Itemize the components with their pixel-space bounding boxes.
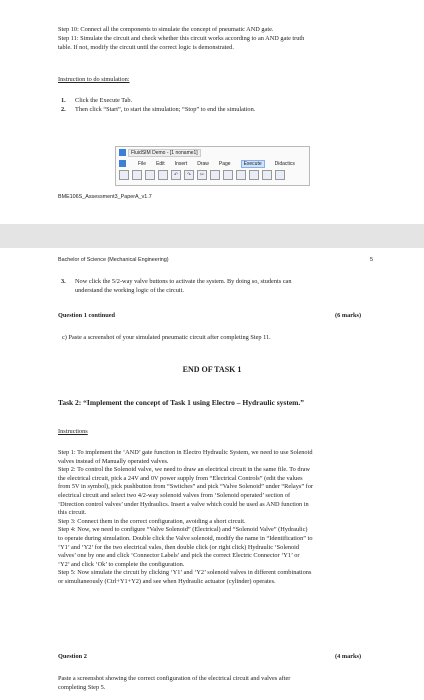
step-line: from 5V in symbol), pick pushbutton from “Switches” and pick “Valve Solenoid” under “Relays” for (58, 483, 314, 491)
step-10-text: Step 10: Connect all the components to simulate the concept of pneumatic AND gate. (58, 26, 274, 33)
question-2-title: Question 2 (58, 653, 87, 660)
item-1-text: Click the Execute Tab. (75, 97, 133, 104)
question-2-text-line2: completing Step 5. (58, 684, 106, 691)
menu-draw: Draw (197, 160, 209, 167)
menu-page: Page (218, 160, 231, 167)
screenshot-toolbar (116, 169, 309, 181)
item-2-number: 2. (61, 106, 66, 113)
menu-insert: Insert (174, 160, 188, 167)
item-1-number: 1. (61, 97, 66, 104)
new-file-icon (119, 170, 129, 180)
fluidsim-logo-icon (119, 149, 126, 156)
document-page-1 (0, 0, 424, 224)
step-line: Step 3: Connect them in the correct configuration, avoiding a short circuit. (58, 517, 246, 525)
document-page-2 (0, 248, 424, 700)
open-folder-icon (132, 170, 142, 180)
question-1-title: Question 1 continued (58, 312, 116, 319)
page-number: 5 (370, 257, 373, 263)
item-2-text: Then click “Start”, to start the simulation; “Stop” to end the simulation. (75, 106, 256, 113)
end-of-task-heading: END OF TASK 1 (182, 365, 242, 374)
cut-icon: ✂ (197, 170, 207, 180)
instruction-heading: Instruction to do simulation: (58, 76, 130, 83)
item-3-text-line2: understand the working logic of the circuit. (75, 287, 184, 294)
step-line: electrical circuit and select two 4/2-way solenoid valves from ‘Solenoid operated’ section of (58, 491, 291, 499)
zoom-icon (236, 170, 246, 180)
item-3-text-line1: Now click the 5/2-way valve buttons to activate the system. By doing so, students can (75, 278, 292, 285)
step-line: ‘Y1’ and ‘Y2’ for the two electrical vales, then double click (or right click) Hydraulic ‘Solenoid (58, 543, 300, 551)
menu-didactics: Didactics (274, 160, 295, 167)
table-icon (275, 170, 285, 180)
menu-edit: Edit (156, 160, 165, 167)
menu-execute: Execute (241, 160, 265, 168)
redo-icon: ↷ (184, 170, 194, 180)
check-icon (262, 170, 272, 180)
step-line: ‘Y2’ and click ‘Ok’ to complete the configuration. (58, 560, 185, 568)
task-2-title: Task 2: “Implement the concept of Task 1 using Electro – Hydraulic system.” (58, 398, 305, 407)
page-separator (0, 224, 424, 248)
step-11-text-line2: table. If not, modify the circuit until the correct logic is demonstrated. (58, 44, 234, 51)
page-footer: BME106S_Assessment3_PaperA_v1.7 (58, 194, 152, 200)
step-line: or simultaneously (Ctrl+Y1+Y2) and see when Hydraulic actuator (cylinder) operates. (58, 577, 276, 585)
question-2-text-line1: Paste a screenshot showing the correct configuration of the electrical circuit and valves after (58, 675, 291, 682)
task-2-steps (58, 449, 378, 587)
paste-icon (223, 170, 233, 180)
grid-icon (249, 170, 259, 180)
screenshot-menubar (116, 158, 309, 169)
page-header: Bachelor of Science (Mechanical Engineering) (58, 257, 169, 263)
step-line: Step 1: To implement the ‘AND’ gate function in Electro Hydraulic System, we need to use Solenoid (58, 449, 313, 456)
step-line: valves instead of Manually operated valves. (58, 457, 169, 465)
question-2-marks: (4 marks) (335, 653, 362, 660)
copy-icon (210, 170, 220, 180)
step-line: to operate during simulation. Double click the Valve solenoid, modify the name in “Identification” to (58, 534, 313, 542)
question-1-marks: (6 marks) (335, 312, 362, 319)
menu-file: File (138, 160, 147, 167)
question-1-part-c: c) Paste a screenshot of your simulated pneumatic circuit after completing Step 11. (62, 334, 271, 341)
step-line: the electrical circuit, pick a 24V and 0V power supply from “Electrical Controls” (edit the values (58, 474, 303, 482)
instructions-heading: Instructions (58, 428, 88, 435)
step-line: valves’ one by one and click ‘Connector Labels’ and pick the correct Electric Connector ‘Y1’ or (58, 552, 300, 560)
item-3-number: 3. (61, 278, 66, 285)
step-line: Step 5: Now simulate the circuit by clicking ‘Y1’ and ‘Y2’ solenoid valves in different combinations (58, 569, 312, 577)
step-line: this circuit. (58, 509, 87, 517)
undo-icon: ↶ (171, 170, 181, 180)
screenshot-title: FluidSIM Demo - [1 noname1] (128, 149, 201, 157)
step-11-text-line1: Step 11: Simulate the circuit and check whether this circuit works according to an AND gate truth (58, 35, 305, 42)
step-line: Step 2: To control the Solenoid valve, we need to draw an electrical circuit in the same file. To draw (58, 466, 310, 474)
save-icon (145, 170, 155, 180)
step-line: ‘Direction control valves’ under Hydraulics. Insert a valve which could be used as AND function in (58, 500, 309, 508)
app-menu-icon (119, 160, 126, 167)
step-line: Step 4: Now, we need to configure “Valve Solenoid” (Electrical) and “Solenoid Valve” (Hydraulic) (58, 526, 308, 534)
print-icon (158, 170, 168, 180)
screenshot-titlebar (116, 147, 309, 158)
fluidsim-screenshot (115, 146, 310, 186)
